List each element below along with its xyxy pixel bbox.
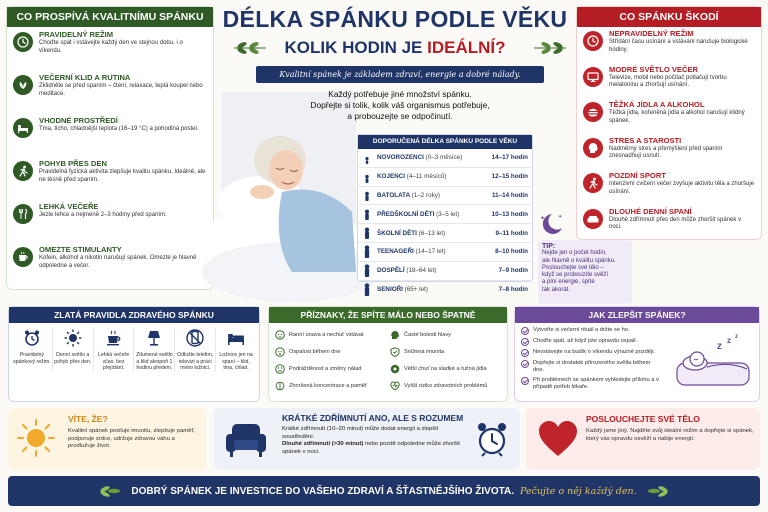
left-tip-title: VHODNÉ PROSTŘEDÍ — [39, 116, 118, 125]
age-range: (0–3 měsíce) — [425, 154, 463, 162]
left-tip-item — [7, 113, 213, 156]
leaf-right-icon — [532, 40, 568, 56]
table-row — [358, 262, 532, 281]
good-for-sleep-heading: CO PROSPÍVÁ KVALITNÍMU SPÁNKU — [7, 7, 213, 27]
recommended-hours: 11–14 hodin — [491, 191, 528, 199]
svg-text:z: z — [735, 334, 738, 340]
right-tip-title: MODRÉ SVĚTLO VEČER — [609, 64, 699, 74]
table-row — [358, 149, 532, 168]
right-tip-text: Těžká jídla, kořeněná jídla a alkohol narušují klidný spánek. — [609, 110, 745, 124]
right-tip-title: DLOUHÉ DENNÍ SPANÍ — [609, 206, 692, 216]
left-tip-title: POHYB PŘES DEN — [39, 159, 107, 168]
symptom-item — [275, 344, 386, 359]
golden-rule-text: Ložnice jen na spaní – klid, tma, chlad. — [219, 352, 253, 372]
left-tip-item — [7, 70, 213, 113]
symptom-text: Zhoršená koncentrace a paměť — [289, 382, 367, 389]
left-tip-text: Kofein, alkohol a nikotin narušují spánek. Omezte je hlavně odpoledne a večer. — [39, 255, 197, 269]
improve-text: Při problémech se spánkem vyhledejte přílohu a v případě potřeb lékaře. — [533, 377, 659, 390]
age-group-name — [377, 286, 480, 293]
golden-rule-text: Lehká večeře včas, bez přejídání. — [97, 352, 130, 372]
bad-for-sleep-panel — [576, 6, 762, 240]
svg-text:✦: ✦ — [540, 216, 546, 222]
check-circle-icon — [521, 360, 529, 368]
table-heading: DOPORUČENÁ DÉLKA SPÁNKU PODLE VĚKU — [358, 135, 532, 149]
age-group-label: ŠKOLNÍ DĚTI — [377, 229, 417, 237]
improve-sleep-panel — [514, 306, 760, 402]
symptom-text: Snížená imunita — [404, 348, 445, 355]
golden-rule-text: Pravidelný spánkový režim. — [13, 352, 51, 365]
age-range: (3–5 let) — [436, 210, 460, 218]
alarm-icon — [13, 327, 51, 349]
golden-rule-item — [94, 327, 135, 372]
symptom-text: Časté bolesti hlavy — [404, 331, 451, 338]
good-for-sleep-panel — [6, 6, 214, 290]
right-tip-item — [577, 63, 761, 99]
symptom-item — [390, 344, 501, 359]
alarm-clock-icon — [476, 422, 508, 456]
footer-banner — [8, 476, 760, 506]
improve-text: Nevstávejte na budík o víkendu výrazně později. — [533, 349, 656, 355]
age-range: (18–64 let) — [406, 267, 437, 275]
check-circle-icon — [521, 338, 529, 346]
symptom-item — [390, 378, 501, 393]
age-group-label: KOJENCI — [377, 173, 405, 181]
improve-item — [521, 327, 659, 335]
symptom-item — [390, 327, 501, 342]
left-tip-text: Jezte lehce a nejméně 2–3 hodiny před spaním. — [39, 212, 167, 218]
symptom-item — [275, 378, 386, 393]
shield-icon — [390, 347, 400, 357]
right-tip-text: Intenzivní cvičení večer zvyšuje aktivitu těla a zhoršuje usínání. — [609, 181, 755, 195]
sun-icon — [54, 327, 92, 349]
person-icon — [362, 265, 372, 277]
golden-rule-text: Ztlumené světlo a klid alespoň 1 hodinu předem. — [136, 352, 173, 372]
right-tip-item — [577, 98, 761, 134]
left-tip-title: VEČERNÍ KLID A RUTINA — [39, 73, 131, 82]
bad-for-sleep-heading: CO SPÁNKU ŠKODÍ — [577, 7, 761, 27]
sleep-duration-table — [357, 134, 533, 294]
sleepy-icon — [275, 347, 285, 357]
svg-text:z: z — [727, 336, 731, 345]
tip-line: ale hlavně o kvalitu spánku. — [542, 257, 616, 264]
recommended-hours: 12–15 hodin — [491, 173, 528, 181]
recommended-hours: 14–17 hodin — [491, 154, 528, 162]
lotus-icon — [13, 75, 33, 95]
recommended-hours: 7–9 hodin — [498, 267, 528, 275]
age-group-name — [377, 248, 480, 255]
improve-item — [521, 360, 659, 374]
person-icon — [362, 208, 372, 220]
age-group-name — [377, 230, 480, 237]
short-nap-text-1: Krátké zdřímnutí (10–20 minut) může dodat energii a zlepšit soustředění. — [282, 426, 439, 440]
intro-text — [290, 89, 510, 122]
head-icon — [583, 138, 603, 158]
monitor-icon — [583, 67, 603, 87]
subtitle-prefix: KOLIK HODIN JE — [284, 38, 428, 57]
right-tip-title: STRES A STAROSTI — [609, 135, 682, 145]
golden-rule-text: Odložte telefon, televizi a práci mimo ložnici. — [177, 352, 214, 372]
symptom-text: Podrážděnost a změny nálad — [289, 365, 362, 372]
golden-rule-item — [53, 327, 94, 372]
table-row — [358, 281, 532, 300]
check-circle-icon — [521, 327, 529, 335]
moon-icon — [538, 212, 566, 236]
person-icon — [362, 171, 372, 183]
intro-line-2: Dopřejte si tolik, kolik váš organismus potřebuje, — [310, 100, 490, 110]
intro-line-3: a probouzejte se odpočinutí. — [347, 111, 453, 121]
golden-rule-text: Denní světlo a pohyb přes den. — [54, 352, 92, 365]
short-nap-title: KRÁTKÉ ZDŘÍMNUTÍ ANO, ALE S ROZUMEM — [282, 413, 464, 423]
left-tip-title: LEHKÁ VEČEŘE — [39, 202, 99, 211]
clock-icon — [13, 32, 33, 52]
left-tip-text: Tma, ticho, chladnější teplota (16–19 °C) a pohodlná postel. — [39, 126, 199, 132]
health-icon — [390, 381, 400, 391]
tip-line: Poslouchejte své tělo – — [542, 264, 604, 271]
right-tip-text: Střídání času usínání a vstávání narušuje biologické hodiny. — [609, 39, 748, 53]
right-tip-title: POZDNÍ SPORT — [609, 171, 666, 180]
age-group-label: NOVOROZENCI — [377, 154, 424, 162]
symptoms-heading: PŘÍZNAKY, ŽE SPÍTE MÁLO NEBO ŠPATNĚ — [269, 307, 507, 323]
age-group-label: PŘEDŠKOLNÍ DĚTI — [377, 210, 435, 218]
right-tip-text: Nadměrný stres a přemýšlení před spaním znesnadňují usnutí. — [609, 145, 723, 160]
symptom-item — [390, 361, 501, 376]
bed-icon — [13, 118, 33, 138]
tip-line: a plní energie, spíte — [542, 279, 595, 286]
person-icon — [362, 284, 372, 296]
check-circle-icon — [521, 377, 529, 385]
symptom-item — [275, 327, 386, 342]
right-tip-item — [577, 27, 761, 63]
page-subtitle — [220, 38, 570, 58]
right-tip-text: Televize, mobil nebo počítač potlačují tvorbu melatoninu a zhoršují usínání. — [609, 74, 727, 89]
age-range: (65+ let) — [404, 286, 428, 294]
person-icon — [362, 189, 372, 201]
mood-icon — [275, 364, 285, 374]
table-row — [358, 243, 532, 262]
tip-heading: TIP: — [542, 243, 556, 250]
brain-icon — [275, 381, 285, 391]
golden-rule-item — [216, 327, 256, 372]
tagline-banner: Kvalitní spánek je základem zdraví, energie a dobré nálady. — [256, 66, 544, 83]
age-range: (1–2 roky) — [411, 191, 440, 199]
intro-line-1: Každý potřebuje jiné množství spánku. — [328, 89, 472, 99]
did-you-know-title: VÍTE, ŽE? — [68, 414, 108, 424]
table-row — [358, 224, 532, 243]
clock-icon — [583, 31, 603, 51]
left-tip-item — [7, 242, 213, 285]
improve-text: Vytvořte si večerní rituál a držte se ho. — [533, 327, 630, 333]
improve-text: Dopřejte si dostatek přirozeného světla během dne. — [533, 360, 651, 373]
right-tip-item — [577, 205, 761, 241]
running-icon — [13, 161, 33, 181]
short-nap-rest: nebo pozdě odpoledne může zhoršit spánek v noci. — [282, 441, 460, 455]
tip-line: když se probouzíte svěží — [542, 272, 609, 279]
tired-icon — [275, 330, 285, 340]
symptom-text: Ranní únava a nechuť vstávat — [289, 331, 364, 338]
sofa-icon — [583, 209, 603, 229]
table-row — [358, 205, 532, 224]
symptoms-panel — [268, 306, 508, 402]
listen-to-body-title: POSLOUCHEJTE SVÉ TĚLO — [586, 414, 700, 424]
no-phone-icon — [176, 327, 214, 349]
right-tip-item — [577, 169, 761, 205]
did-you-know-text: Kvalitní spánek posiluje imunitu, zlepšuje paměť, podporuje srdce, udržuje zdravou váhu a prodlužuje život. — [68, 428, 196, 450]
right-tip-title: NEPRAVIDELNÝ REŽIM — [609, 29, 694, 38]
svg-text:z: z — [717, 341, 722, 352]
heart-icon — [538, 420, 578, 458]
short-nap-bold: Dlouhé zdřímnutí (>30 minut) — [282, 441, 364, 448]
leaf-icon — [647, 485, 669, 497]
age-group-label: DOSPĚLÍ — [377, 267, 405, 275]
age-group-name — [377, 211, 480, 218]
recommended-hours: 7–8 hodin — [498, 286, 528, 294]
left-tip-text: Zklidněte se před spaním – čtení, relaxace, teplá koupel nebo meditace. — [39, 83, 203, 97]
age-range: (6–13 let) — [418, 229, 446, 237]
age-group-label: SENIOŘI — [377, 286, 403, 294]
golden-rules-heading: ZLATÁ PRAVIDLA ZDRAVÉHO SPÁNKU — [9, 307, 259, 323]
sun-icon — [16, 418, 56, 458]
short-nap-panel — [214, 408, 520, 470]
table-row — [358, 168, 532, 187]
leaf-left-icon — [232, 40, 268, 56]
tip-line: Nejde jen o počet hodin, — [542, 250, 607, 257]
improve-item — [521, 377, 659, 391]
improve-sleep-heading: JAK ZLEPŠIT SPÁNEK? — [515, 307, 759, 323]
footer-main-text: DOBRÝ SPÁNEK JE INVESTICE DO VAŠEHO ZDRAVÍ A ŠŤASTNĚJŠÍHO ŽIVOTA. — [131, 485, 515, 497]
person-icon — [362, 246, 372, 258]
svg-text:✦: ✦ — [558, 214, 563, 220]
left-tip-item — [7, 156, 213, 199]
age-group-label: BATOLATA — [377, 191, 410, 199]
table-row — [358, 187, 532, 206]
improve-text: Choďte spát, až když jste opravdu ospalí. — [533, 338, 638, 344]
donut-icon — [390, 364, 400, 374]
recommended-hours: 9–11 hodin — [495, 229, 528, 237]
recommended-hours: 10–13 hodin — [491, 210, 528, 218]
armchair-icon — [224, 420, 268, 458]
recommended-hours: 8–10 hodin — [495, 248, 528, 256]
age-group-name — [377, 267, 480, 274]
cutlery-icon — [13, 204, 33, 224]
age-group-name — [377, 154, 480, 161]
left-tip-text: Choďte spát i vstávejte každý den ve stejnou dobu, i o víkendu. — [39, 40, 183, 54]
person-icon — [362, 152, 372, 164]
right-tip-item — [577, 134, 761, 170]
symptom-item — [275, 361, 386, 376]
symptom-text: Větší chuť na sladké a tučná jídla — [404, 365, 487, 372]
left-tip-title: OMEZTE STIMULANTY — [39, 245, 122, 254]
did-you-know-panel — [8, 408, 206, 470]
teacup-icon — [95, 327, 133, 349]
subtitle-accent: IDEÁLNÍ? — [427, 38, 506, 57]
right-tip-title: TĚŽKÁ JÍDLA A ALKOHOL — [609, 100, 705, 109]
golden-rule-item — [175, 327, 216, 372]
golden-rules-panel — [8, 306, 260, 402]
left-tip-text: Pravidelná fyzická aktivita zlepšuje kvalitu spánku. Ideálně, ale ne těsně před spaním. — [39, 169, 206, 183]
bed-icon — [217, 327, 255, 349]
listen-to-body-panel — [526, 408, 760, 470]
golden-rule-item — [134, 327, 175, 372]
short-nap-text-2 — [282, 441, 472, 456]
footer-italic-text: Pečujte o něj každý den. — [520, 485, 637, 497]
sleeping-person-icon — [673, 333, 753, 393]
tip-line: tak akorát. — [542, 286, 571, 293]
running-icon — [583, 173, 603, 193]
age-range: (14–17 let) — [415, 248, 446, 256]
age-group-name — [377, 173, 480, 180]
lamp-icon — [135, 327, 173, 349]
leaf-icon — [99, 485, 121, 497]
left-tip-item — [7, 27, 213, 70]
check-circle-icon — [521, 349, 529, 357]
tip-box — [538, 240, 632, 304]
symptom-text: Vyšší riziko zdravotních problémů — [404, 382, 488, 389]
cup-icon — [13, 247, 33, 267]
burger-icon — [583, 102, 603, 122]
improve-item — [521, 349, 659, 357]
person-icon — [362, 227, 372, 239]
headache-icon — [390, 330, 400, 340]
age-group-name — [377, 192, 480, 199]
symptom-text: Ospalost během dne — [289, 348, 341, 355]
golden-rule-item — [12, 327, 53, 372]
short-nap-text — [282, 426, 472, 456]
improve-item — [521, 338, 659, 346]
right-tip-text: Dlouhé zdřímnutí přes den může zhoršit spánek v noci. — [609, 216, 742, 231]
left-tip-item — [7, 199, 213, 242]
left-tip-title: PRAVIDELNÝ REŽIM — [39, 30, 114, 39]
age-range: (4–11 měsíců) — [406, 173, 447, 181]
page-title: DÉLKA SPÁNKU PODLE VĚKU — [222, 6, 568, 32]
age-group-label: TEENAGEŘI — [377, 248, 414, 256]
listen-to-body-text: Každý jsme jiný. Najděte svůj ideální režim a dopřejte si spánek, který vás opravdu osvěží a nabije energií. — [586, 428, 754, 442]
